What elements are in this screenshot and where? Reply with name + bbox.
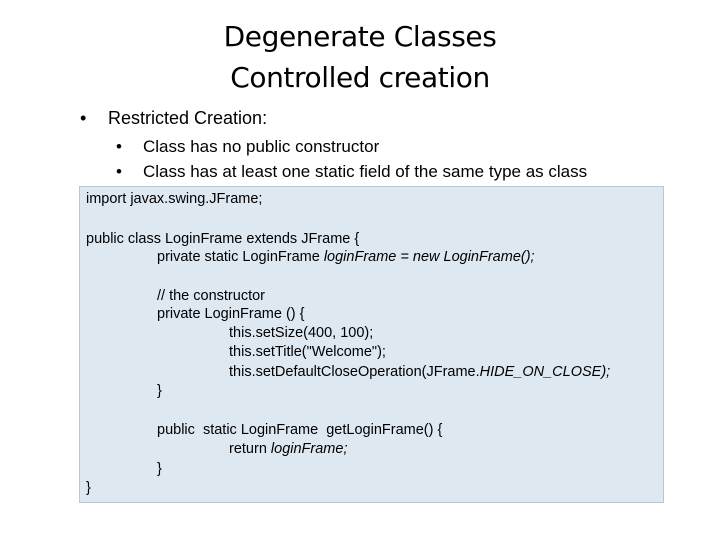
code-comment: // the constructor — [157, 288, 265, 304]
code-static-field — [157, 248, 535, 266]
code-getter-close: } — [157, 461, 162, 477]
code-return — [229, 440, 347, 458]
bullet-dot: • — [116, 137, 122, 156]
bullet-dot: • — [116, 162, 122, 181]
code-constructor-close: } — [157, 383, 162, 399]
slide-subtitle: Controlled creation — [230, 61, 490, 94]
slide-title: Degenerate Classes — [223, 20, 497, 53]
bullet-dot: • — [80, 108, 87, 128]
code-import: import javax.swing.JFrame; — [86, 191, 263, 207]
bullet-restricted-creation — [80, 108, 267, 129]
code-static-field-init: loginFrame = new LoginFrame(); — [323, 249, 535, 265]
bullet-text: Restricted Creation: — [108, 108, 268, 128]
sub-bullet-static-field — [116, 162, 587, 182]
code-return-value: loginFrame; — [270, 441, 348, 457]
code-set-close-operation — [229, 363, 610, 381]
code-return-keyword: return — [229, 441, 271, 457]
code-static-field-type: private static LoginFrame — [157, 249, 324, 265]
sub-bullet-no-public-constructor — [116, 137, 379, 157]
code-class-close: } — [86, 480, 91, 496]
code-set-close-call: this.setDefaultCloseOperation(JFrame. — [229, 364, 480, 380]
code-getter: public static LoginFrame getLoginFrame() { — [157, 422, 443, 438]
code-set-title: this.setTitle("Welcome"); — [229, 344, 386, 360]
bullet-text: Class has at least one static field of the same type as class — [143, 162, 588, 181]
bullet-text: Class has no public constructor — [143, 137, 380, 156]
code-set-size: this.setSize(400, 100); — [229, 325, 374, 341]
code-class-declaration: public class LoginFrame extends JFrame { — [86, 231, 360, 247]
code-constructor: private LoginFrame () { — [157, 306, 305, 322]
code-close-constant: HIDE_ON_CLOSE); — [479, 364, 611, 380]
